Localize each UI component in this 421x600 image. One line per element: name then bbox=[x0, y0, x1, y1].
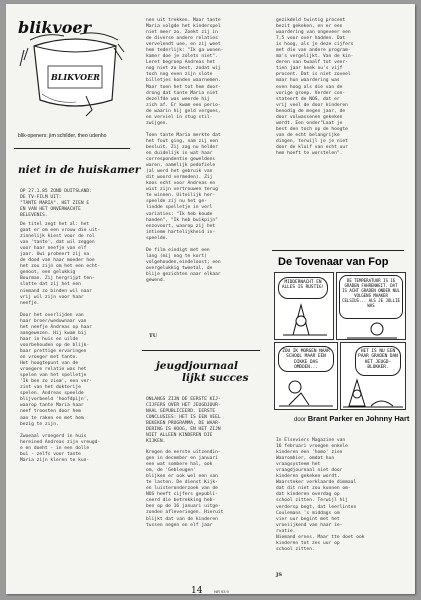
wizard-figure bbox=[341, 376, 405, 408]
article-title-huiskamer: niet in de huiskamer bbox=[18, 164, 141, 176]
comic-speech-bubble: MIDDERNACHT EN ALLES IS RUSTIG! bbox=[278, 277, 328, 299]
divider-line bbox=[272, 250, 404, 251]
article-intro-jeugdjournaal: ONLANGS ZIJN DE EERSTE KIJ- CIJFERS OVER HET JEUGDJOUR- NAAL GEPUBLICEERD. EERSTE CONCLUSIES: HET IS EEN VEEL BEKEKEN PROGRAMMA, DE WAAR- DERING IS HOOG, EN HET ZIJN NIET ALLEEN KINDEREN DIE KIJKEN. bbox=[146, 397, 221, 445]
blikvoer-title: blikvoer bbox=[18, 18, 92, 37]
comic-panel-4 bbox=[340, 342, 406, 410]
divider-line bbox=[14, 148, 130, 149]
comic-panel-3 bbox=[274, 342, 338, 410]
comic-panel-1 bbox=[274, 272, 334, 340]
article-signature-huiskamer: TU bbox=[149, 333, 158, 339]
article-signature-elsevier: JS bbox=[276, 572, 282, 578]
article-intro-huiskamer: OP 27.1.85 ZOND DUITSLAND: DE TV-FILM UIT: "TANTE MARIA". HET ZIEN E EN VAN HET ONVERWACHTE BELEVENIS. bbox=[20, 189, 92, 219]
page-footer bbox=[191, 578, 229, 597]
comic-speech-bubble: DE TEMPERATUUR IS 16 GRADEN FAHRENHEIT. DAT IS ACHT GRADEN ONDER NUL VOLGENS MAAKER CELSIUS... ALS JE JULLIE WAS bbox=[339, 275, 403, 319]
character-figure bbox=[275, 373, 337, 407]
article-body-jeugdjournaal: Kregen de eerste uitzendin- gen in december en januari een wat sombere hal, ook om, de 'Gebleugen' blijken er ook wel een van te lasten. De dienst Kijk- en luisteronderzoek van de NOS heeft cijfers gepubli- ceerd die betrekking heb- ben op de 16 januari uitge- zonden afleveringen. Hieruit blijkt dat van de kinderen tussen negen en elf jaar bbox=[146, 450, 224, 528]
article-body-huiskamer-col1: De titel zegt het al: het gaat er om een vrouw die uit- zinnelijk kiest voor de rol van 'tante', dat wil zeggen voor haar neefje van elf jaar. Uwi probeert zij na de dood van haar moeder hoe het zou zijn om het een echt- genoot, een gelukkig Bourman. Zij hergrijpt ten- slotte dat zij het een niemand zo binden wil naar vrij wil zijn voor haar neefje. Door het overlijden van haar broer/weduwnaar van het neefje Andreas op haar aangewezen. Hij kwam bij haar in huis en uilde voorbehouden op de blijk- baar prettige ervaringen en vroeger met tante. Het hoogtepunt van de vroegere relatie was het spelen van het spelletje 'Ik ben zo zieæ', een ver- zint van het dokterije spelen. Andreas speelde blijvorbeeld 'hoofdpijn', waarop tante Maria haar neef troosten door hem aan te raken en met hem bezig te zijn. Zwoeaal vroegerd in huis hereined Andreas zijn vreugd- e en doeht - in een dolle bui - zelfs voor tante Maria zijn kleren te kun- bbox=[20, 222, 101, 463]
comic-speech-bubble: HET IS NU EEN PAAR GRADEN DAN HET JEUGD- BLOKKER. bbox=[355, 346, 401, 376]
wizard-figure bbox=[275, 299, 333, 337]
edition-label: NR 93 9 bbox=[214, 589, 229, 594]
article-title-jeugdjournaal-2: lijkt succes bbox=[182, 372, 249, 384]
character-figure bbox=[337, 319, 405, 339]
comic-credit-prefix: door bbox=[294, 417, 307, 423]
comic-credit bbox=[294, 414, 409, 423]
comic-speech-bubble: ZOU IK MORGEN NAAR SCHOOL MAAR EEN DIKKE DAS OMDOEN... bbox=[278, 346, 334, 372]
article-title-jeugdjournaal-1: jeugdjournaal bbox=[156, 360, 238, 372]
divider-line bbox=[142, 350, 260, 351]
magazine-page bbox=[6, 4, 415, 594]
article-body-huiskamer-col2: nen uit trekken. Maar tante Maria volgde het kinderspel niet meer zo. Zoekt zij in de diverse andere relaties vervelendt uee, en zij weet hem tederlijk: "Ik ga wonen- kamer doe je zolets niet". Leret begroep Andreas het nog niet zo best, zodat wij toch nog even zijn slote billetjes konden waarnemen. Maar toen het tot hem door- drong dat tante Maria niet dezelfde was weerde hij zich af. Er kwam een perio- de waarin hij geld vergoes, en verviel in stug stil- zwijgen. Toen tante Maria merkte dat het fout ging, nam zij een besluit. Zij zag nu helder en duidelijk in wat haar correspondentie geweldens waren, namelijk pedofiele (al werd het gebruik van dit woord vermeden). Zij koos echt voor Andreas en wist zijn vertrouwen terug te winnen. Uiteilijk her- speelde zij nu het ge- lindde spelletje in verl variaties: "Ik heb koude handen", "Ik heb buikpijn" enzovoort, waarop zij het intieme hartelijkheid in- speelde. De film eindigt met een lang (mij nog te kort) volgehouden,eindeloost; een overgelukkig tweetal, de blije gezichten naar elkaar gewend. bbox=[146, 18, 224, 284]
page-number: 14 bbox=[191, 586, 203, 596]
article-body-col3-top: gezikdeld twintig procent bezit gekeken, en er een waardering van ongeveer een 7,5 voor over hadden. Dat is hoog, als je deze cijfers met die van andere program- ma's vergelijkt. Van de kin- deren van twaalf tot veer- tien jaar keek nu's vijf procent. Dat is niet zoveel maar hun waardering was even hoog als die van de vorige groep. Verder con- stateert de NOS, dat er vrij veel de door kinderen benodig de megen jaar, de door volwassenen gekeken wordt. Een onder"Laat je best den toch op de hoogte van de echt belangrijke dingen, terwijl je je niet door de kluif van echt uur hem hoeft te worstelen". bbox=[276, 18, 354, 157]
blikvoer-header bbox=[16, 18, 126, 128]
blikvoer-credit: blik-openers: jim schilder, theo udenho bbox=[18, 133, 107, 139]
comic-credit-names: Brant Parker en Johnny Hart bbox=[307, 414, 410, 423]
comic-title: De Tovenaar van Fop bbox=[278, 256, 389, 268]
comic-panel-2 bbox=[336, 272, 406, 340]
can-label: BLIKVOER bbox=[51, 72, 100, 82]
article-body-elsevier: In Elseviers Magazine van 16 februari vroegen enkele kinderen een 'homo' zien Waaromhier, omdat hun vraagsysteem het vraagdjournaal niet door kinderen gekeken wordt. Waarsteker verklaarde dimmaal dat dit niet zou kunnen om- dat kinderen overdag op school zitten. Terwijl hij verdersp begt, dat leerlinten Coulemans 's middags om vier uur begint met het vroeiijkend van haar ie- rvatie. Niemand ernes. Maar tte doet ook kinderen tot zes uur op school zitten. bbox=[276, 438, 365, 552]
